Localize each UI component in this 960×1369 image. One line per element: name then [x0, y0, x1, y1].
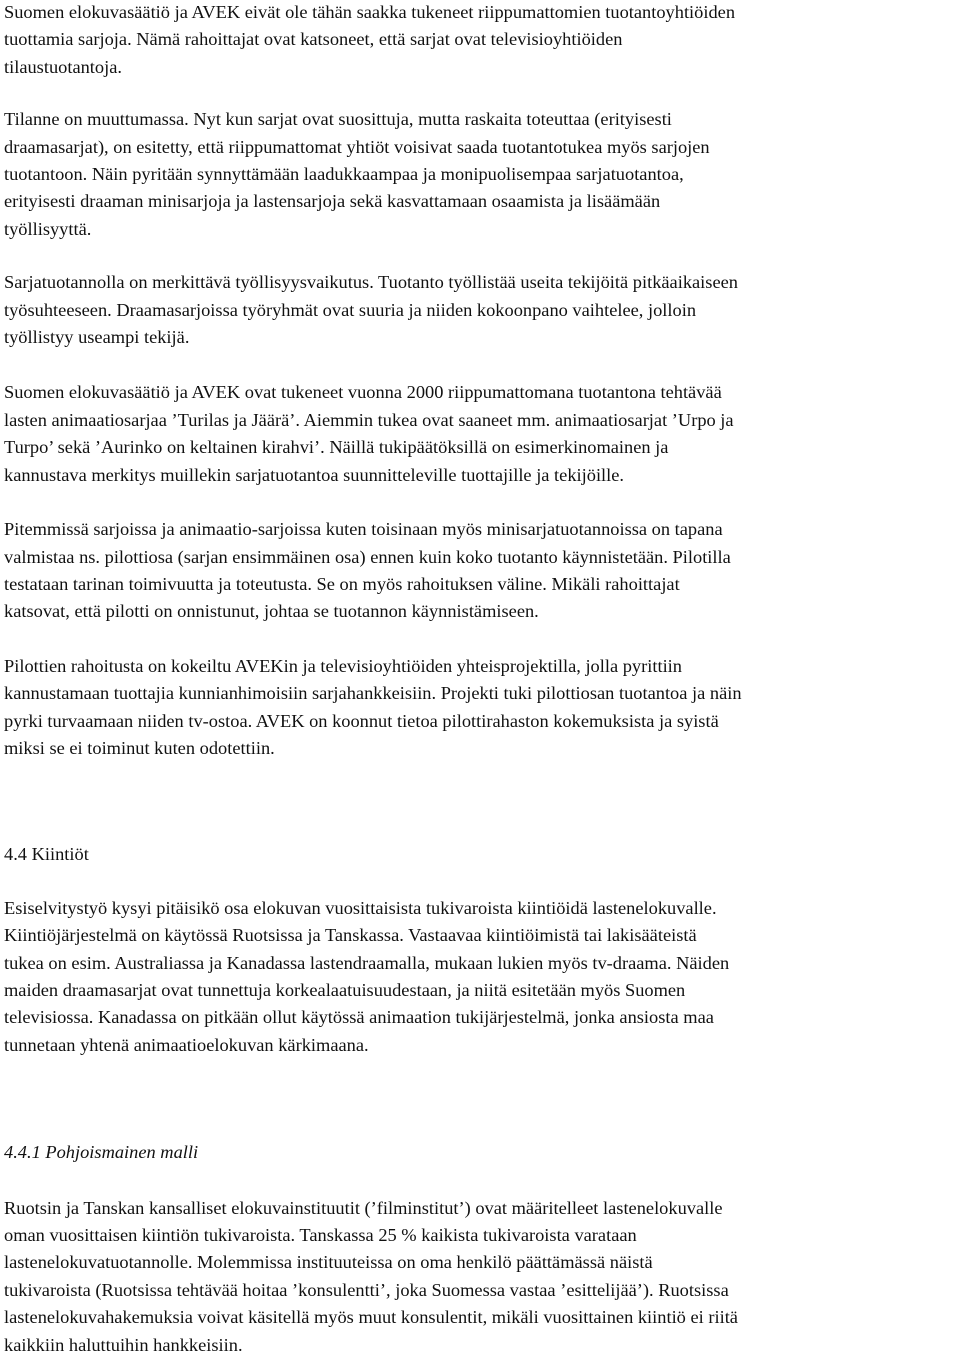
section-heading-kiintiot: 4.4 Kiintiöt	[4, 844, 89, 865]
paragraph-pilottien-rahoitus	[4, 653, 956, 763]
paragraph-tilanne	[4, 106, 956, 243]
text-line: työsuhteeseen. Draamasarjoissa työryhmät ovat suuria ja niiden kokoonpano vaihtelee, jolloin	[4, 299, 697, 320]
text-line: Esiselvitystyö kysyi pitäisikö osa elokuvan vuosittaisista tukivaroista kiintiöidä lastenelokuvalle.	[4, 897, 717, 918]
text-line: Pilottien rahoitusta on kokeiltu AVEKin ja televisioyhtiöiden yhteisprojektilla, jolla pyrittiin	[4, 655, 682, 676]
text-line: Turpo’ sekä ’Aurinko on keltainen kirahvi’. Näillä tukipäätöksillä on esimerkinomainen ja	[4, 437, 669, 458]
text-line: lasten animaatiosarjaa ’Turilas ja Jäärä’. Aiemmin tukea ovat saaneet mm. animaatiosarjat ’Urpo ja	[4, 409, 734, 430]
text-line: kannustamaan tuottajia kunnianhimoisiin sarjahankkeisiin. Projekti tuki pilottiosan tuotantoa ja näin	[4, 683, 742, 704]
subsection-heading-pohjoismainen-malli: 4.4.1 Pohjoismainen malli	[4, 1142, 199, 1163]
text-line: tukivaroista (Ruotsissa tehtävää hoitaa ’konsulentti’, joka Suomessa vastaa ’esittelijää’). Ruotsissa	[4, 1279, 729, 1300]
text-line: miksi se ei toiminut kuten odotettiin.	[4, 737, 275, 758]
text-line: kaikkiin haluttuihin hankkeisiin.	[4, 1334, 243, 1355]
text-line: televisiossa. Kanadassa on pitkään ollut käytössä animaation tukijärjestelmä, jonka ansiosta maa	[4, 1007, 714, 1028]
text-line: työllistyy useampi tekijä.	[4, 327, 190, 348]
text-line: Tilanne on muuttumassa. Nyt kun sarjat ovat suosittuja, mutta raskaita toteuttaa (erityisesti	[4, 109, 672, 130]
text-line: testataan tarinan toimivuutta ja toteutusta. Se on myös rahoituksen väline. Mikäli rahoittajat	[4, 573, 680, 594]
text-line: oman vuosittaisen kiintiön tukivaroista. Tanskassa 25 % kaikista tukivaroista varataan	[4, 1225, 637, 1245]
text-line: työllisyyttä.	[4, 218, 92, 239]
text-line: draamasarjat), on esitetty, että riippumattomat yhtiöt voisivat saada tuotantotukea myös sarjojen	[4, 136, 710, 157]
paragraph-pilottiosa	[4, 516, 956, 626]
text-line: Sarjatuotannolla on merkittävä työllisyysvaikutus. Tuotanto työllistää useita tekijöitä pitkäaikaiseen	[4, 272, 738, 293]
text-line: valmistaa ns. pilottiosa (sarjan ensimmäinen osa) ennen kuin koko tuotanto käynnistetään. Pilotilla	[4, 546, 731, 567]
text-line: tunnetaan yhtenä animaatioelokuvan kärkimaana.	[4, 1034, 369, 1055]
text-line: erityisesti draaman minisarjoja ja lastensarjoja sekä kasvattamaan osaamista ja lisäämään	[4, 191, 661, 212]
text-line: Ruotsin ja Tanskan kansalliset elokuvainstituutit (’filminstitut’) ovat määritelleet lastenelokuvalle	[4, 1197, 723, 1218]
paragraph-pohjoismainen-malli	[4, 1195, 956, 1359]
text-line: Suomen elokuvasäätiö ja AVEK eivät ole tähän saakka tukeneet riippumattomien tuotantoyhtiöiden	[4, 2, 736, 22]
paragraph-tyollisyys	[4, 269, 956, 351]
text-line: Pitemmissä sarjoissa ja animaatio-sarjoissa kuten toisinaan myös minisarjatuotannoissa on tapana	[4, 519, 723, 540]
document-page	[4, 0, 956, 1359]
text-line: Kiintiöjärjestelmä on käytössä Ruotsissa ja Tanskassa. Vastaavaa kiintiöimistä tai lakisääteistä	[4, 925, 697, 946]
text-line: lastenelokuvatuotannolle. Molemmissa instituuteissa on oma henkilö päättämässä näistä	[4, 1252, 653, 1273]
text-line: tukea on esim. Australiassa ja Kanadassa lastendraamalla, mukaan lukien myös tv-draama. Näiden	[4, 952, 730, 973]
text-line: katsovat, että pilotti on onnistunut, johtaa se tuotannon käynnistämiseen.	[4, 601, 539, 622]
text-line: tilaustuotantoja.	[4, 56, 122, 77]
text-line: lastenelokuvahakemuksia voivat käsitellä myös muut konsulentit, mikäli vuosittainen kiintiö ei riitä	[4, 1307, 738, 1328]
text-line: maiden draamasarjat ovat tunnettuja korkealaatuisuudestaan, ja niitä esitetään myös Suomen	[4, 979, 686, 1000]
paragraph-animaatiosarjat	[4, 379, 956, 489]
text-line: Suomen elokuvasäätiö ja AVEK ovat tukeneet vuonna 2000 riippumattomana tuotantona tehtävää	[4, 382, 722, 403]
paragraph-elokuvasaatio-intro	[4, 0, 956, 81]
text-line: kannustava merkitys muillekin sarjatuotantoa suunnitteleville tuottajille ja tekijöille.	[4, 464, 625, 485]
text-line: pyrki turvaamaan niiden tv-ostoa. AVEK on koonnut tietoa pilottirahaston kokemuksista ja syistä	[4, 710, 719, 731]
text-line: tuottamia sarjoja. Nämä rahoittajat ovat katsoneet, että sarjat ovat televisioyhtiöiden	[4, 29, 623, 50]
text-line: tuotantoon. Näin pyritään synnyttämään laadukkaampaa ja monipuolisempaa sarjatuotantoa,	[4, 164, 684, 185]
paragraph-kiintiot	[4, 895, 956, 1059]
